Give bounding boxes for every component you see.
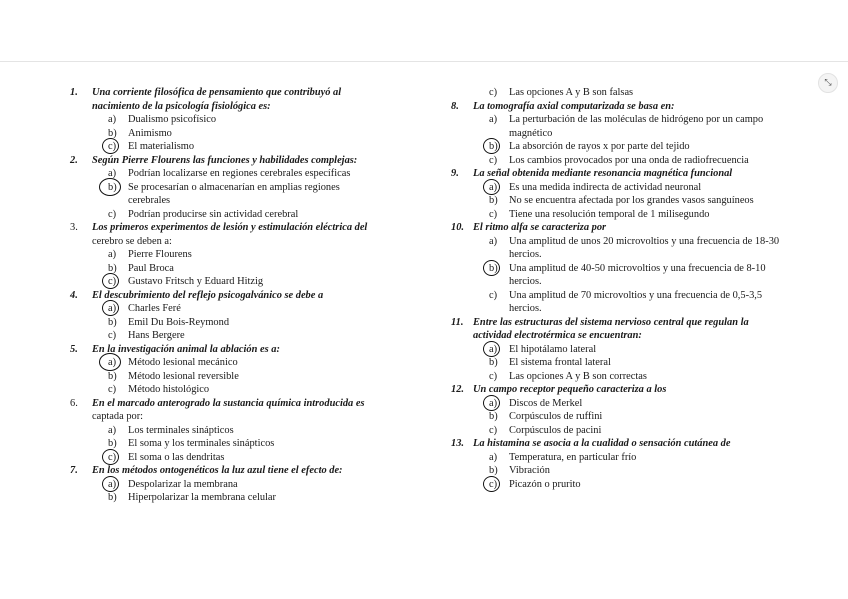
question-text-main: En el marcado anterogrado la sustancia química introducida es xyxy=(92,397,365,409)
option-letter xyxy=(489,262,509,289)
option-letter-text: c) xyxy=(108,276,117,287)
answer-option xyxy=(451,356,781,370)
answer-circle-mark xyxy=(99,353,121,371)
option-text: Paul Broca xyxy=(128,262,174,274)
option-letter-text: a) xyxy=(489,451,498,463)
question-number: 2. xyxy=(70,154,78,166)
question-text xyxy=(473,383,781,397)
option-letter-text: a) xyxy=(489,397,498,409)
question xyxy=(70,221,370,248)
question-text-main: En la investigación animal la ablación es a: xyxy=(92,343,280,355)
option-letter-text: b) xyxy=(108,370,117,382)
answer-circle-mark xyxy=(483,341,500,357)
option-text: Tiene una resolución temporal de 1 milisegundo xyxy=(509,208,710,220)
option-letter-text: a) xyxy=(108,114,117,125)
option-text: Método histológico xyxy=(128,384,210,395)
answer-option xyxy=(451,113,781,140)
question-number: 9. xyxy=(451,168,459,179)
option-letter-text: b) xyxy=(108,316,117,328)
option-letter-text: b) xyxy=(489,195,498,206)
question-number: 13. xyxy=(451,438,464,449)
question xyxy=(451,316,781,343)
question xyxy=(451,167,781,181)
option-text: Corpúsculos de pacini xyxy=(509,424,602,436)
option-letter xyxy=(108,140,128,154)
question-number: 5. xyxy=(70,343,78,355)
option-letter xyxy=(108,329,128,343)
option-text: Podrían producirse sin actividad cerebral xyxy=(128,208,299,220)
option-letter-text: c) xyxy=(489,370,498,382)
option-text: El materialismo xyxy=(128,141,195,152)
answer-circle-mark xyxy=(99,178,121,196)
option-letter-text: c) xyxy=(108,451,117,463)
answer-circle-mark xyxy=(483,476,500,492)
option-letter xyxy=(108,316,128,330)
answer-option xyxy=(451,235,781,262)
question-text-main: Una corriente filosófica de pensamiento que contribuyó al nacimiento de la psicología fisiológica es: xyxy=(92,87,342,112)
answer-option xyxy=(70,262,370,276)
option-letter xyxy=(108,424,128,438)
option-letter xyxy=(489,356,509,370)
question xyxy=(70,289,370,303)
option-text: Podrían localizarse en regiones cerebrales específicas xyxy=(128,168,351,179)
option-letter xyxy=(108,113,128,127)
answer-option xyxy=(70,437,370,451)
option-text: Es una medida indirecta de actividad neuronal xyxy=(509,181,702,193)
option-text: La absorción de rayos x por parte del tejido xyxy=(509,141,690,152)
option-letter xyxy=(108,356,128,370)
option-text: Picazón o prurito xyxy=(509,478,581,490)
option-text: El sistema frontal lateral xyxy=(509,357,611,368)
question-text-main: Entre las estructuras del sistema nervioso central que regulan la actividad electrotérmica se encuentran: xyxy=(473,316,749,341)
option-letter xyxy=(489,194,509,208)
option-letter-text: b) xyxy=(108,181,117,193)
question-number: 10. xyxy=(451,222,464,233)
answer-option xyxy=(70,451,370,465)
question-text-continuation: captada por: xyxy=(92,411,144,422)
option-letter-text: a) xyxy=(489,343,498,355)
option-text: Vibración xyxy=(509,465,550,476)
option-letter-text: a) xyxy=(108,168,117,179)
question xyxy=(451,100,781,114)
option-letter xyxy=(108,478,128,492)
question xyxy=(70,397,370,424)
answer-option xyxy=(451,478,781,492)
page-top-divider xyxy=(0,61,848,62)
answer-option xyxy=(451,181,781,195)
answer-option xyxy=(451,397,781,411)
option-text: Método lesional mecánico xyxy=(128,357,238,368)
answer-option xyxy=(451,262,781,289)
question-number: 1. xyxy=(70,87,78,98)
question-number: 8. xyxy=(451,100,459,112)
option-letter xyxy=(489,451,509,465)
answer-option xyxy=(70,113,370,127)
collapse-icon[interactable]: ⤡ xyxy=(818,73,838,93)
option-text: Una amplitud de 70 microvoltios y una frecuencia de 0,5-3,5 hercios. xyxy=(509,289,763,314)
option-letter-text: c) xyxy=(489,424,498,436)
option-letter-text: c) xyxy=(108,141,117,152)
left-column xyxy=(70,86,370,505)
question-text xyxy=(92,464,370,478)
answer-option xyxy=(70,491,370,505)
answer-circle-mark xyxy=(483,260,500,276)
option-text: Discos de Merkel xyxy=(509,397,583,409)
question-number: 7. xyxy=(70,465,78,476)
option-text: Una amplitud de unos 20 microvoltios y una frecuencia de 18-30 hercios. xyxy=(509,235,780,260)
question-number: 6. xyxy=(70,397,78,409)
option-letter xyxy=(489,235,509,262)
option-letter-text: c) xyxy=(489,208,498,220)
option-letter xyxy=(489,113,509,140)
option-letter xyxy=(108,491,128,505)
option-text: Las opciones A y B son correctas xyxy=(509,370,647,382)
answer-option xyxy=(451,194,781,208)
question-text xyxy=(92,397,370,424)
option-letter xyxy=(108,451,128,465)
answer-option xyxy=(70,248,370,262)
answer-option xyxy=(70,181,370,208)
question xyxy=(451,437,781,451)
answer-option xyxy=(451,154,781,168)
answer-circle-mark xyxy=(102,138,119,154)
question-text-main: Los primeros experimentos de lesión y estimulación eléctrica del xyxy=(92,222,368,233)
option-text: Dualismo psicofísico xyxy=(128,114,217,125)
option-text: Hans Bergere xyxy=(128,330,185,341)
question xyxy=(70,86,370,113)
option-letter xyxy=(489,140,509,154)
option-letter xyxy=(108,208,128,222)
question-text-main: El descubrimiento del reflejo psicogalvánico se debe a xyxy=(92,289,324,301)
option-letter-text: c) xyxy=(108,330,117,341)
answer-circle-mark xyxy=(483,138,500,154)
option-letter-text: c) xyxy=(489,154,498,166)
option-text: Gustavo Fritsch y Eduard Hitzig xyxy=(128,276,264,287)
option-letter-text: b) xyxy=(108,127,117,139)
question xyxy=(451,383,781,397)
option-letter-text: b) xyxy=(108,262,117,274)
question-text xyxy=(473,221,781,235)
option-text: Emil Du Bois-Reymond xyxy=(128,316,230,328)
option-text: Se procesarían o almacenarían en amplias regiones cerebrales xyxy=(128,181,340,206)
answer-circle-mark xyxy=(102,273,119,289)
option-text: Charles Feré xyxy=(128,303,181,314)
answer-option xyxy=(451,424,781,438)
answer-option xyxy=(451,289,781,316)
answer-circle-mark xyxy=(102,300,119,316)
option-letter-text: b) xyxy=(489,141,498,152)
option-text: Una amplitud de 40-50 microvoltios y una frecuencia de 8-10 hercios. xyxy=(509,262,766,287)
option-letter xyxy=(108,383,128,397)
question-number: 4. xyxy=(70,289,78,301)
option-letter-text: a) xyxy=(489,181,498,193)
option-text: El hipotálamo lateral xyxy=(509,343,597,355)
option-letter-text: a) xyxy=(489,114,498,125)
answer-option xyxy=(70,478,370,492)
option-letter xyxy=(108,370,128,384)
option-letter xyxy=(489,86,509,100)
question-number: 3. xyxy=(70,222,78,233)
option-text: Animismo xyxy=(128,127,172,139)
option-text: El soma y los terminales sinápticos xyxy=(128,438,275,449)
question-text xyxy=(473,437,781,451)
option-letter xyxy=(489,478,509,492)
question-number: 12. xyxy=(451,384,464,395)
option-letter xyxy=(489,289,509,316)
option-letter-text: c) xyxy=(108,208,117,220)
answer-option xyxy=(70,316,370,330)
option-letter-text: a) xyxy=(108,424,117,436)
option-letter xyxy=(489,154,509,168)
answer-option xyxy=(451,451,781,465)
question-text-main: En los métodos ontogenéticos la luz azul tiene el efecto de: xyxy=(92,465,343,476)
option-letter xyxy=(489,208,509,222)
answer-circle-mark xyxy=(102,476,119,492)
answer-option xyxy=(451,343,781,357)
question-text xyxy=(473,167,781,181)
question xyxy=(451,221,781,235)
option-letter-text: a) xyxy=(108,249,117,260)
answer-option xyxy=(70,370,370,384)
option-letter xyxy=(489,410,509,424)
option-letter-text: a) xyxy=(108,303,117,314)
question-text xyxy=(92,343,370,357)
question-text-main: Según Pierre Flourens las funciones y habilidades complejas: xyxy=(92,154,358,166)
question xyxy=(70,464,370,478)
option-text: El soma o las dendritas xyxy=(128,451,225,463)
option-text: No se encuentra afectada por los grandes vasos sanguíneos xyxy=(509,195,754,206)
question-text-main: La histamina se asocia a la cualidad o sensación cutánea de xyxy=(473,438,731,449)
right-column xyxy=(451,86,781,491)
answer-option xyxy=(451,208,781,222)
option-letter-text: b) xyxy=(489,465,498,476)
answer-circle-mark xyxy=(483,179,500,195)
answer-option xyxy=(70,275,370,289)
option-letter-text: a) xyxy=(489,235,498,247)
option-letter xyxy=(489,397,509,411)
question-text xyxy=(92,86,370,113)
option-text: Los terminales sinápticos xyxy=(128,424,234,436)
option-text: La perturbación de las moléculas de hidrógeno por un campo magnético xyxy=(509,114,764,139)
option-text: Método lesional reversible xyxy=(128,370,239,382)
answer-option xyxy=(70,383,370,397)
option-letter xyxy=(108,275,128,289)
option-letter-text: c) xyxy=(489,478,498,490)
option-letter-text: a) xyxy=(108,357,117,368)
answer-option xyxy=(70,140,370,154)
question-text xyxy=(473,100,781,114)
option-letter xyxy=(108,181,128,208)
question-text xyxy=(92,154,370,168)
option-letter-text: c) xyxy=(489,87,498,98)
question xyxy=(70,154,370,168)
option-letter-text: a) xyxy=(108,478,117,490)
answer-option xyxy=(70,424,370,438)
option-text: Pierre Flourens xyxy=(128,249,192,260)
question-text-main: El ritmo alfa se caracteriza por xyxy=(473,222,607,233)
answer-option xyxy=(70,208,370,222)
answer-option xyxy=(70,329,370,343)
question-number: 11. xyxy=(451,316,464,328)
option-text: Hiperpolarizar la membrana celular xyxy=(128,492,276,503)
option-text: Corpúsculos de ruffini xyxy=(509,411,603,422)
answer-option xyxy=(70,356,370,370)
question-text xyxy=(473,316,781,343)
option-text: Las opciones A y B son falsas xyxy=(509,87,634,98)
option-letter xyxy=(489,424,509,438)
answer-option xyxy=(451,140,781,154)
option-letter-text: b) xyxy=(489,411,498,422)
question-text-main: La tomografía axial computarizada se basa en: xyxy=(473,100,675,112)
question-text-continuation: cerebro se deben a: xyxy=(92,235,172,247)
answer-option xyxy=(70,302,370,316)
option-text: Los cambios provocados por una onda de radiofrecuencia xyxy=(509,154,749,166)
answer-option xyxy=(451,464,781,478)
option-text: Temperatura, en particular frío xyxy=(509,451,637,463)
option-text: Despolarizar la membrana xyxy=(128,478,238,490)
option-letter xyxy=(108,248,128,262)
option-letter-text: b) xyxy=(108,438,117,449)
option-letter xyxy=(489,370,509,384)
answer-option xyxy=(70,127,370,141)
option-letter-text: b) xyxy=(489,262,498,274)
answer-option xyxy=(451,410,781,424)
answer-option xyxy=(451,370,781,384)
option-letter xyxy=(489,343,509,357)
answer-circle-mark xyxy=(483,395,500,411)
option-letter-text: c) xyxy=(489,289,498,301)
option-letter xyxy=(108,302,128,316)
option-letter-text: b) xyxy=(108,492,117,503)
option-letter xyxy=(489,181,509,195)
question-text xyxy=(92,289,370,303)
option-letter-text: c) xyxy=(108,384,117,395)
answer-circle-mark xyxy=(102,449,119,465)
question-text-main: La señal obtenida mediante resonancia magnética funcional xyxy=(473,168,733,179)
answer-option xyxy=(451,86,781,100)
question-text-main: Un campo receptor pequeño caracteriza a los xyxy=(473,384,667,395)
question-text xyxy=(92,221,370,248)
option-letter-text: b) xyxy=(489,357,498,368)
